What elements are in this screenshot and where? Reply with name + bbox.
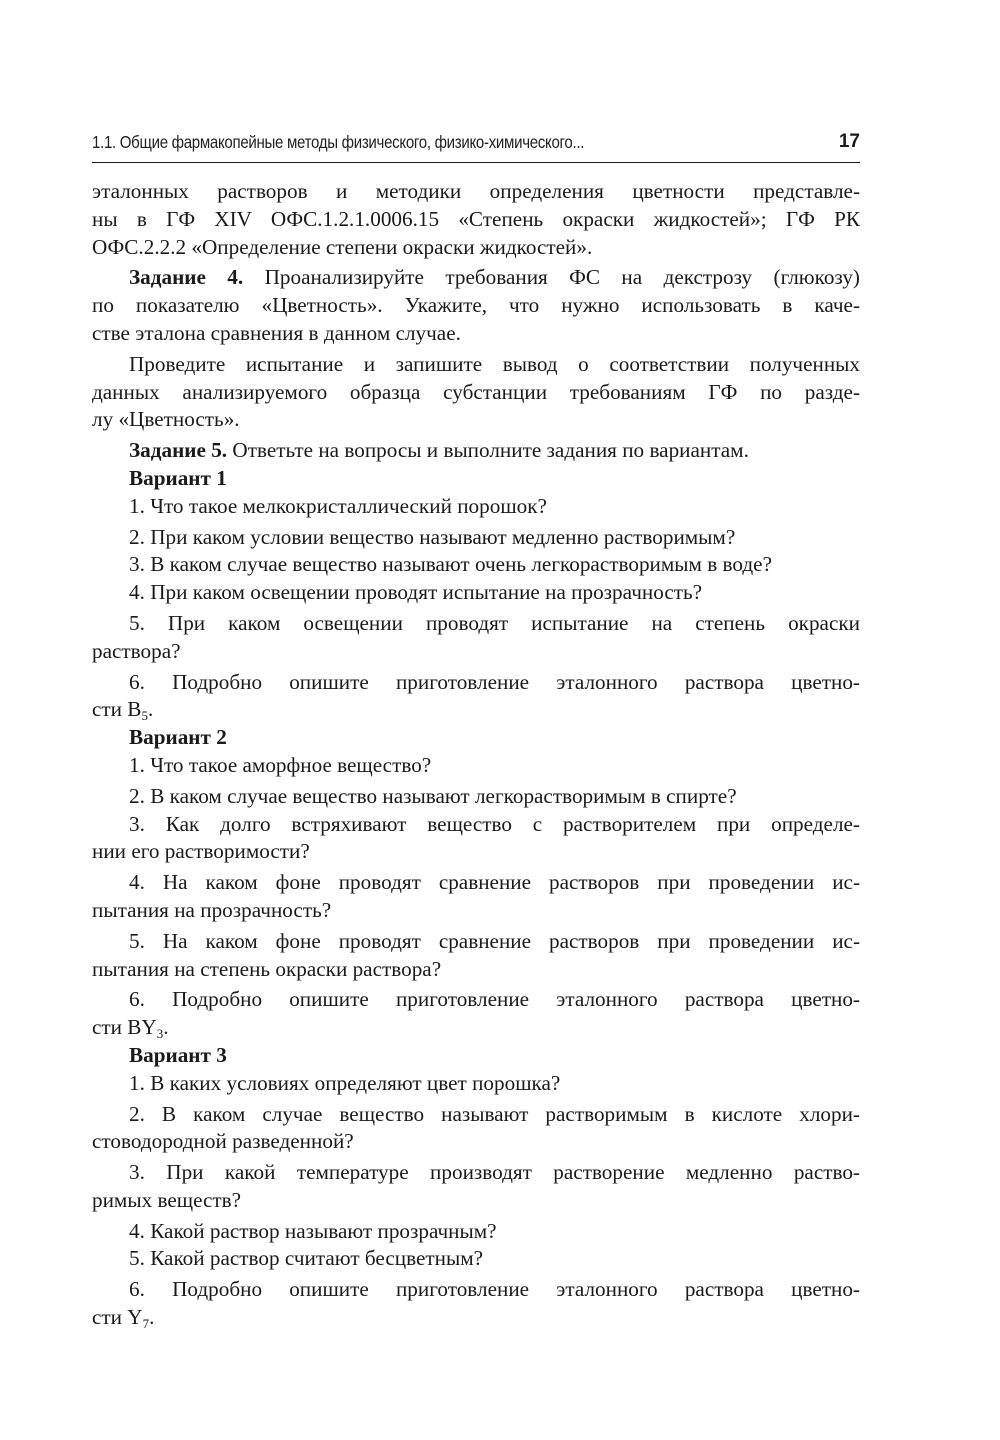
question-item: сти $Y_7$.	[92, 1305, 155, 1332]
variant-3-heading: Вариант 3	[129, 1042, 227, 1067]
subscript: 3	[156, 1026, 164, 1042]
running-head	[92, 128, 860, 163]
question-item: 2. При каком условии вещество называют медленно растворимым?	[129, 524, 736, 549]
variant-2-heading: Вариант 2	[129, 725, 227, 750]
paragraph-line: Проведите испытание и запишите вывод о соответствии полученных	[129, 351, 860, 376]
task-4-line: стве эталона сравнения в данном случае.	[92, 320, 461, 345]
question-item: 1. Что такое аморфное вещество?	[129, 752, 432, 777]
question-item: пытания на прозрачность?	[92, 897, 332, 922]
question-item: 3. В каком случае вещество называют очень легкорастворимым в воде?	[129, 552, 772, 577]
question-item: римых веществ?	[92, 1187, 242, 1212]
task-5-label: Задание 5.	[129, 438, 228, 463]
question-item: 4. При каком освещении проводят испытание на прозрачность?	[129, 580, 703, 605]
task-4-label: Задание 4.	[129, 265, 244, 290]
paragraph-line: ны в ГФ XIV ОФС.1.2.1.0006.15 «Степень окраски жидкостей»; ГФ РК	[92, 206, 860, 231]
question-item: 3. Как долго встряхивают вещество с растворителем при определе-	[129, 811, 860, 836]
question-item: раствора?	[92, 638, 181, 663]
question-item: 2. В каком случае вещество называют легкорастворимым в спирте?	[129, 783, 737, 808]
question-item: сти $BY_3$.	[92, 1015, 169, 1042]
page-number: 17	[838, 131, 860, 152]
question-item: 6. Подробно опишите приготовление эталонного раствора цветно-	[129, 987, 860, 1012]
subscript: 7	[142, 1316, 150, 1332]
question-item: 6. Подробно опишите приготовление эталонного раствора цветно-	[129, 669, 860, 694]
subscript: 5	[141, 708, 148, 724]
question-item: 1. В каких условиях определяют цвет порошка?	[129, 1070, 561, 1095]
running-head-title: 1.1. Общие фармакопейные методы физического, физико-химического...	[92, 132, 585, 152]
paragraph-line: данных анализируемого образца субстанции требованиям ГФ по разде-	[92, 379, 860, 404]
question-item: 3. При какой температуре производят растворение медленно раство-	[129, 1160, 860, 1185]
page-body	[92, 178, 860, 1332]
question-item: 1. Что такое мелкокристаллический порошок?	[129, 493, 547, 518]
paragraph-line: эталонных растворов и методики определения цветности представле-	[92, 179, 860, 203]
question-item: 5. При каком освещении проводят испытание на степень окраски	[129, 610, 860, 635]
question-item: 2. В каком случае вещество называют растворимым в кислоте хлори-	[129, 1101, 860, 1126]
question-item: 6. Подробно опишите приготовление эталонного раствора цветно-	[129, 1277, 860, 1302]
task-4-line: по показателю «Цветность». Укажите, что нужно использовать в каче-	[92, 293, 860, 318]
question-item: 4. Какой раствор называют прозрачным?	[129, 1218, 497, 1243]
question-item: 5. Какой раствор считают бесцветным?	[129, 1246, 483, 1271]
task-5-line: Задание 5. Ответьте на вопросы и выполните задания по вариантам.	[129, 438, 749, 463]
question-item: 4. На каком фоне проводят сравнение растворов при проведении ис-	[129, 870, 860, 895]
question-item: стоводородной разведенной?	[92, 1129, 354, 1154]
paragraph-line: ОФС.2.2.2 «Определение степени окраски жидкостей».	[92, 234, 593, 259]
question-item: пытания на степень окраски раствора?	[92, 956, 442, 981]
question-item: нии его растворимости?	[92, 839, 310, 864]
question-item: сти $B_5$.	[92, 697, 154, 724]
question-item: 5. На каком фоне проводят сравнение растворов при проведении ис-	[129, 928, 860, 953]
paragraph-line: лу «Цветность».	[92, 407, 240, 432]
variant-1-heading: Вариант 1	[129, 465, 227, 490]
task-4-line: Задание 4. Проанализируйте требования ФС на декстрозу (глюкозу)	[129, 265, 860, 290]
